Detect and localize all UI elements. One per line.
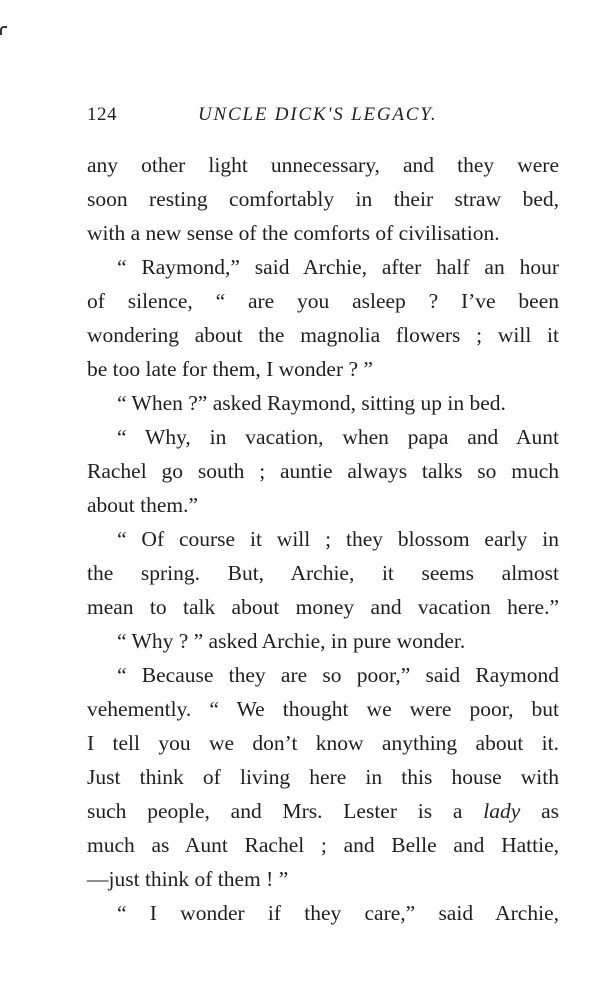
- text-line: “ I wonder if they care,” said Archie,: [117, 901, 559, 925]
- text-line: be too late for them, I wonder ? ”: [87, 357, 373, 381]
- page-header: [0, 104, 601, 132]
- corner-mark: [0, 26, 7, 35]
- text-line: Just think of living here in this house with: [87, 765, 559, 789]
- text-line: the spring. But, Archie, it seems almost: [87, 561, 559, 585]
- text-segment: as: [541, 799, 560, 823]
- text-line: with a new sense of the comforts of civilisation.: [87, 221, 500, 245]
- text-line: “ Raymond,” said Archie, after half an hour: [117, 255, 559, 279]
- text-line: “ Because they are so poor,” said Raymond: [117, 663, 559, 687]
- text-line: “ Why, in vacation, when papa and Aunt: [117, 425, 559, 449]
- text-line: any other light unnecessary, and they were: [87, 153, 559, 177]
- text-line: “ Of course it will ; they blossom early in: [117, 527, 559, 551]
- text-line: mean to talk about money and vacation here.”: [87, 595, 559, 619]
- italic-word: lady: [483, 799, 521, 823]
- text-line: “ Why ? ” asked Archie, in pure wonder.: [117, 629, 466, 653]
- page-number: 124: [87, 104, 117, 125]
- text-line-with-italic: [87, 794, 559, 828]
- running-head: UNCLE DICK'S LEGACY.: [198, 104, 438, 125]
- text-line: much as Aunt Rachel ; and Belle and Hattie,: [87, 833, 559, 857]
- text-line: vehemently. “ We thought we were poor, but: [87, 697, 559, 721]
- text-line: wondering about the magnolia flowers ; will it: [87, 323, 559, 347]
- text-line: soon resting comfortably in their straw bed,: [87, 187, 559, 211]
- text-line: about them.”: [87, 493, 199, 517]
- text-line: —just think of them ! ”: [87, 867, 289, 891]
- text-line: of silence, “ are you asleep ? I’ve been: [87, 289, 559, 313]
- text-line: I tell you we don’t know anything about it.: [87, 731, 559, 755]
- text-line: Rachel go south ; auntie always talks so much: [87, 459, 559, 483]
- body-text: [87, 148, 559, 930]
- text-line: “ When ?” asked Raymond, sitting up in bed.: [117, 391, 506, 415]
- text-segment: such people, and Mrs. Lester is a: [87, 799, 463, 823]
